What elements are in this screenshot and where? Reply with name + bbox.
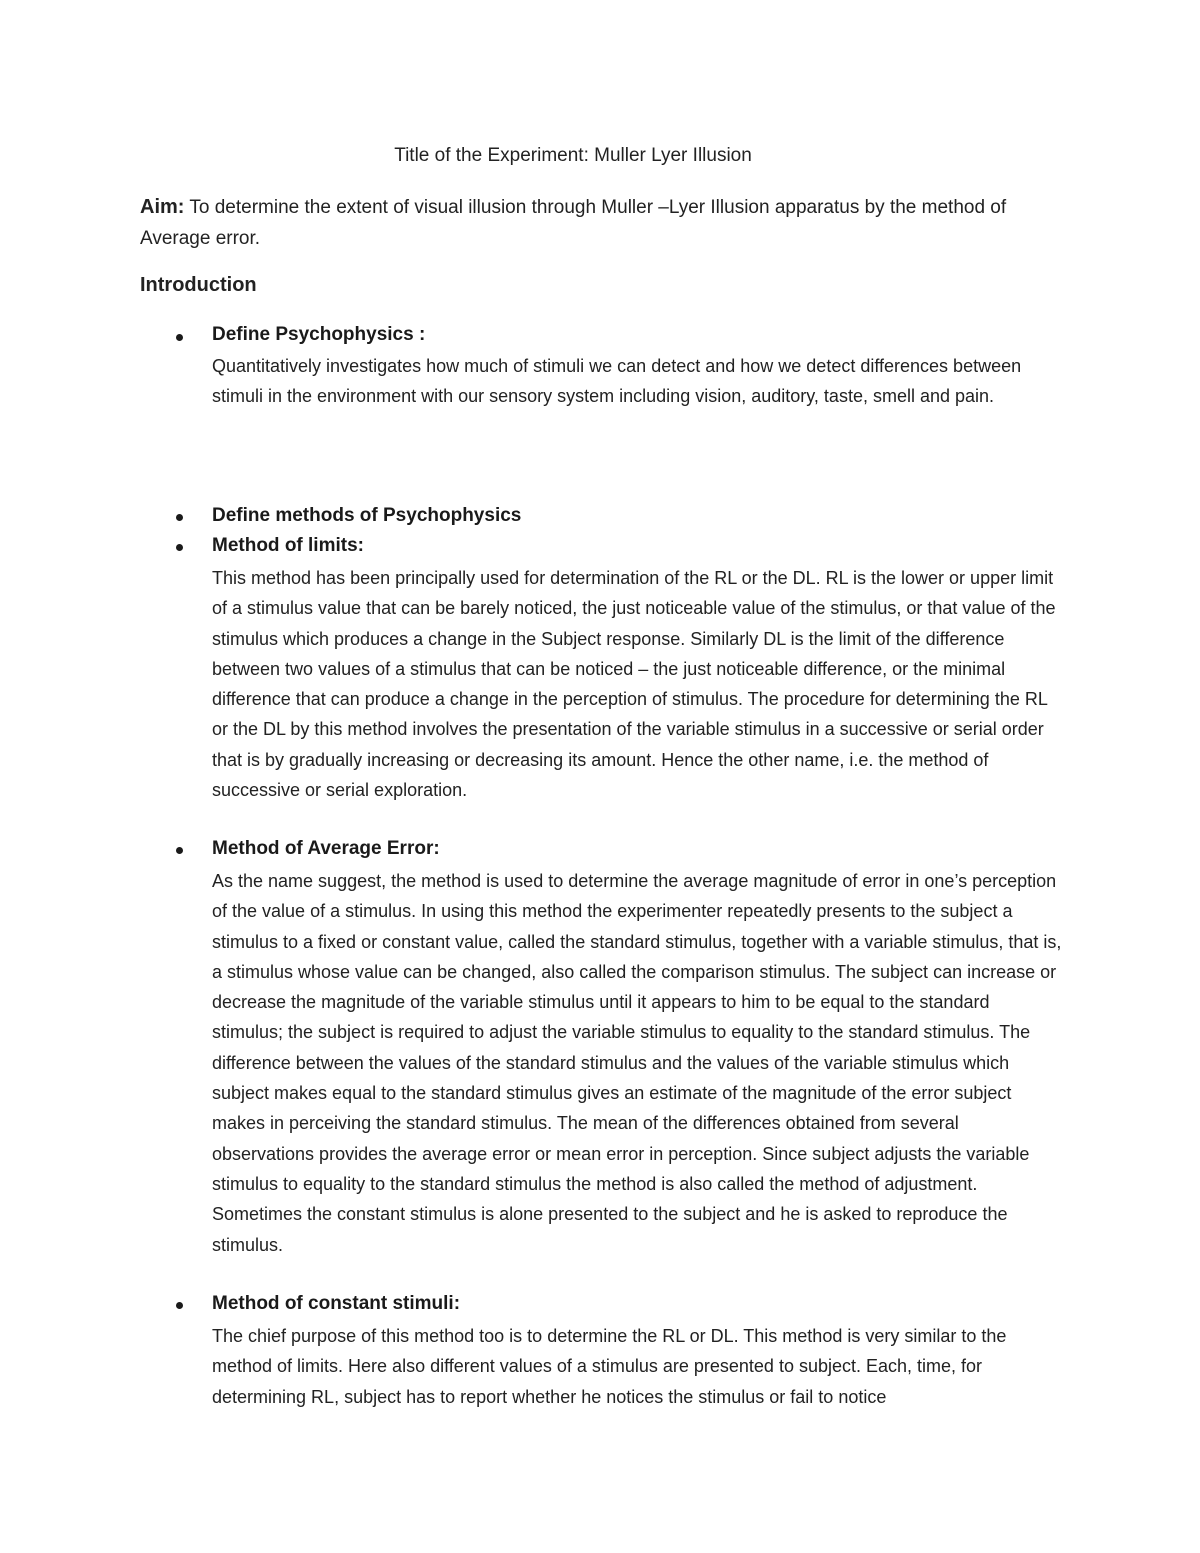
aim-text: To determine the extent of visual illusion through Muller –Lyer Illusion apparatus by the method of Average error.	[140, 197, 1007, 249]
body-method-of-constant-stimuli: The chief purpose of this method too is to determine the RL or DL. This method is very similar to the method of limits. Here also different values of a stimulus are presented to subject. Each, time, for determining RL, subject has to report whether he notices the stimulus or fail to notice	[212, 1326, 1007, 1407]
bullet-methods	[176, 514, 183, 521]
heading-define-methods: Define methods of Psychophysics	[212, 505, 522, 526]
body-method-of-limits: This method has been principally used for determination of the RL or the DL. RL is the lower or upper limit of a stimulus value that can be barely noticed, the just noticeable value of the stimulus, or that value of the stimulus which produces a change in the Subject response. Similarly DL is the limit of the difference between two values of a stimulus that can be noticed – the just noticeable difference, or the minimal difference that can produce a change in the perception of stimulus. The procedure for determining the RL or the DL by this method involves the presentation of the variable stimulus in a successive or serial order that is by gradually increasing or decreasing its amount. Hence the other name, i.e. the method of successive or serial exploration.	[212, 568, 1056, 801]
introduction-heading: Introduction	[140, 274, 257, 296]
aim-paragraph	[140, 192, 1070, 254]
bullet-method-of-limits	[176, 544, 183, 551]
aim-label: Aim:	[140, 196, 185, 218]
heading-method-of-average-error: Method of Average Error:	[212, 838, 440, 859]
heading-method-of-limits: Method of limits:	[212, 535, 364, 556]
bullet-method-of-average-error	[176, 847, 183, 854]
heading-method-of-constant-stimuli: Method of constant stimuli:	[212, 1293, 461, 1314]
body-method-of-average-error: As the name suggest, the method is used to determine the average magnitude of error in one’s perception of the value of a stimulus. In using this method the experimenter repeatedly presents to the subject a stimulus to a fixed or constant value, called the standard stimulus, together with a variable stimulus, that is, a stimulus whose value can be changed, also called the comparison stimulus. The subject can increase or decrease the magnitude of the variable stimulus until it appears to him to be equal to the standard stimulus; the subject is required to adjust the variable stimulus to equality to the standard stimulus. The difference between the values of the standard stimulus and the values of the variable stimulus which subject makes equal to the standard stimulus gives an estimate of the magnitude of the error subject makes in perceiving the standard stimulus. The mean of the differences obtained from several observations provides the average error or mean error in perception. Since subject adjusts the variable stimulus to equality to the standard stimulus the method is also called the method of adjustment. Sometimes the constant stimulus is alone presented to the subject and he is asked to reproduce the stimulus.	[212, 871, 1062, 1255]
heading-define-psychophysics: Define Psychophysics :	[212, 324, 426, 345]
bullet-psychophysics	[176, 334, 183, 341]
body-define-psychophysics: Quantitatively investigates how much of stimuli we can detect and how we detect differences between stimuli in the environment with our sensory system including vision, auditory, taste, smell and pain.	[212, 356, 1022, 407]
bullet-method-of-constant-stimuli	[176, 1302, 183, 1309]
experiment-title: Title of the Experiment: Muller Lyer Illusion	[394, 145, 752, 166]
